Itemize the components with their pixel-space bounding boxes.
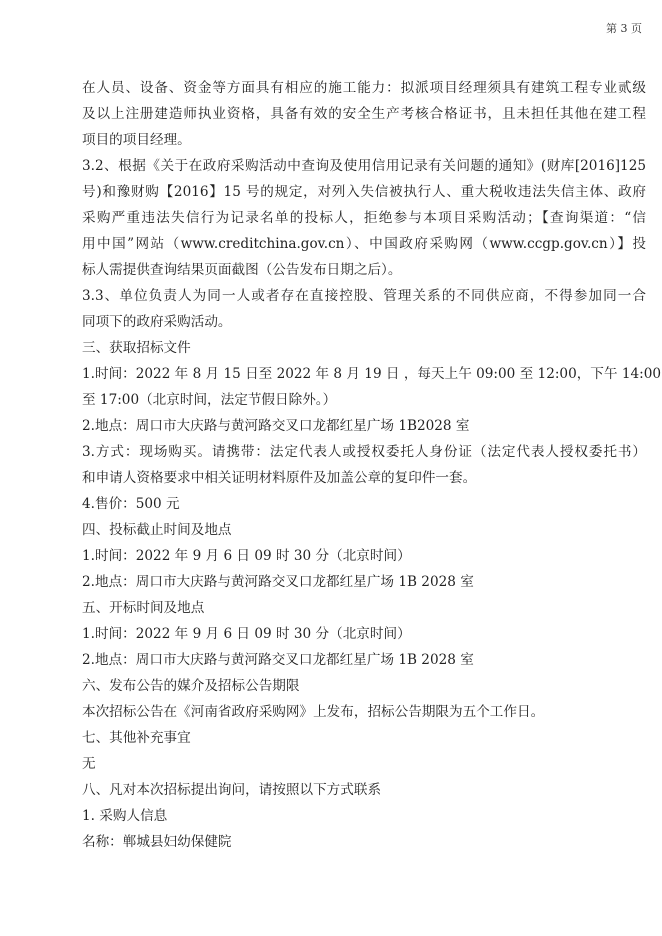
- text-line: 2.地点：周口市大庆路与黄河路交叉口龙都红星广场 1B 2028 室: [82, 574, 474, 590]
- text-line: 八、凡对本次招标提出询问，请按照以下方式联系: [82, 782, 382, 798]
- text-line: 号)和豫财购【2016】15 号的规定，对列入失信被执行人、重大税收违法失信主体、政府: [82, 184, 646, 200]
- text-line: 项目的项目经理。: [82, 132, 191, 148]
- text-line: 同项下的政府采购活动。: [82, 314, 232, 330]
- text-line: 2.地点：周口市大庆路与黄河路交叉口龙都红星广场 1B2028 室: [82, 418, 470, 434]
- text-line: 名称：郸城县妇幼保健院: [82, 834, 232, 850]
- text-line: 1. 采购人信息: [82, 808, 168, 824]
- text-line: 本次招标公告在《河南省政府采购网》上发布，招标公告期限为五个工作日。: [82, 704, 545, 720]
- text-line: 1.时间：2022 年 9 月 6 日 09 时 30 分（北京时间）: [82, 626, 411, 642]
- text-line: 和申请人资格要求中相关证明材料原件及加盖公章的复印件一套。: [82, 470, 477, 486]
- text-line: 及以上注册建造师执业资格，具备有效的安全生产考核合格证书，且未担任其他在建工程: [82, 106, 646, 122]
- text-line: 标人需提供查询结果页面截图（公告发布日期之后）。: [82, 262, 402, 278]
- text-line: 3.2、根据《关于在政府采购活动中查询及使用信用记录有关问题的通知》(财库[2016]125: [82, 158, 646, 174]
- document-body: [82, 75, 661, 855]
- text-line: 七、其他补充事宜: [82, 730, 191, 746]
- text-line: 1.时间：2022 年 8 月 15 日至 2022 年 8 月 19 日 ，每天上午 09:00 至 12:00，下午 14:00: [82, 366, 661, 382]
- text-line: 无: [82, 756, 96, 772]
- text-line: 采购严重违法失信行为记录名单的投标人，拒绝参与本项目采购活动；【查询渠道：“信: [82, 210, 646, 226]
- page-number: 第 3 页: [606, 22, 642, 35]
- text-line: 2.地点：周口市大庆路与黄河路交叉口龙都红星广场 1B 2028 室: [82, 652, 474, 668]
- text-line: 六、发布公告的媒介及招标公告期限: [82, 678, 300, 694]
- text-line: 三、获取招标文件: [82, 340, 191, 356]
- text-line: 至 17:00（北京时间，法定节假日除外。）: [82, 392, 337, 408]
- text-line: 3.3、单位负责人为同一人或者存在直接控股、管理关系的不同供应商，不得参加同一合: [82, 288, 646, 304]
- text-line: 在人员、设备、资金等方面具有相应的施工能力：拟派项目经理须具有建筑工程专业贰级: [82, 80, 646, 96]
- text-line: 四、投标截止时间及地点: [82, 522, 232, 538]
- text-line: 3.方式：现场购买。请携带：法定代表人或授权委托人身份证（法定代表人授权委托书）: [82, 444, 646, 460]
- text-line: 五、开标时间及地点: [82, 600, 205, 616]
- text-line: 1.时间：2022 年 9 月 6 日 09 时 30 分（北京时间）: [82, 548, 411, 564]
- text-line: 4.售价：500 元: [82, 496, 180, 512]
- text-line: 用中国”网站（www.creditchina.gov.cn）、中国政府采购网（www.ccgp.gov.cn）】投: [82, 236, 646, 252]
